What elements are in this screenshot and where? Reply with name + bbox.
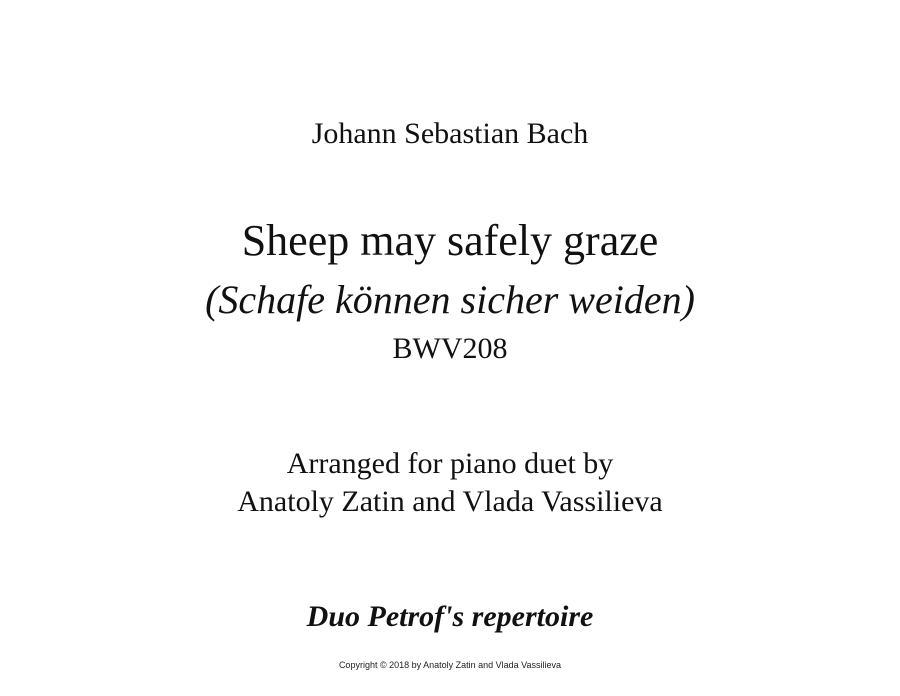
arrangement-credit-line-2: Anatoly Zatin and Vlada Vassilieva bbox=[237, 485, 663, 518]
series-title: Duo Petrof's repertoire bbox=[306, 600, 594, 633]
piece-title: Sheep may safely graze bbox=[241, 216, 659, 265]
composer-name: Johann Sebastian Bach bbox=[311, 117, 589, 150]
copyright-notice: Copyright © 2018 by Anatoly Zatin and Vlada Vassilieva bbox=[338, 660, 562, 670]
catalog-number: BWV208 bbox=[392, 332, 508, 365]
arrangement-credit-line-1: Arranged for piano duet by bbox=[286, 447, 614, 480]
piece-subtitle: (Schafe können sicher weiden) bbox=[205, 277, 695, 322]
